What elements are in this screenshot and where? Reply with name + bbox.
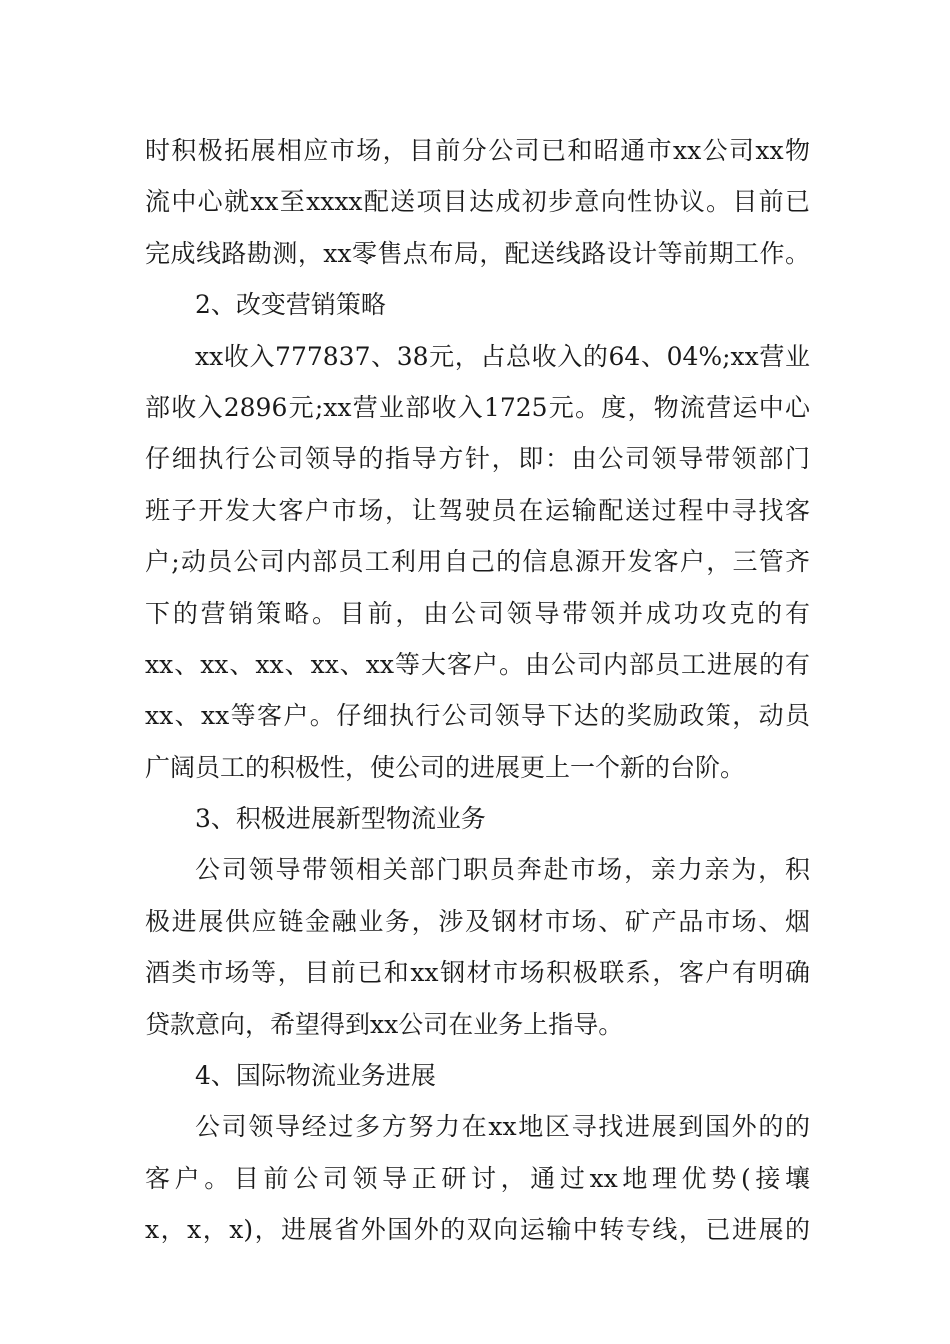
section-heading-4: 4、国际物流业务进展 bbox=[195, 1061, 436, 1091]
text-line-17: 酒类市场等，目前已和xx钢材市场积极联系，客户有明确 bbox=[145, 958, 810, 988]
text-line-13: 广阔员工的积极性，使公司的进展更上一个新的台阶。 bbox=[145, 752, 746, 782]
text-line-12: xx、xx等客户。仔细执行公司领导下达的奖励政策，动员 bbox=[145, 701, 810, 731]
text-line-11: xx、xx、xx、xx、xx等大客户。由公司内部员工进展的有 bbox=[145, 649, 810, 679]
text-line-16: 极进展供应链金融业务，涉及钢材市场、矿产品市场、烟 bbox=[145, 906, 810, 936]
text-line-8: 班子开发大客户市场，让驾驶员在运输配送过程中寻找客 bbox=[145, 495, 810, 525]
text-line-1: 时积极拓展相应市场，目前分公司已和昭通市xx公司xx物 bbox=[145, 136, 810, 165]
section-heading-3: 3、积极进展新型物流业务 bbox=[195, 804, 486, 834]
text-line-6: 部收入2896元;xx营业部收入1725元。度，物流营运中心 bbox=[145, 392, 810, 422]
text-line-2: 流中心就xx至xxxx配送项目达成初步意向性协议。目前已 bbox=[145, 187, 810, 217]
text-line-20: 公司领导经过多方努力在xx地区寻找进展到国外的的 bbox=[195, 1112, 810, 1142]
section-heading-2: 2、改变营销策略 bbox=[195, 290, 386, 320]
text-line-5: xx收入777837、38元，占总收入的64、04%;xx营业 bbox=[195, 341, 810, 371]
text-line-21: 客户。目前公司领导正研讨，通过xx地理优势(接壤 bbox=[145, 1163, 810, 1193]
text-line-10: 下的营销策略。目前，由公司领导带领并成功攻克的有 bbox=[145, 598, 810, 628]
text-line-22: x，x，x)，进展省外国外的双向运输中转专线，已进展的 bbox=[145, 1215, 810, 1245]
body-text bbox=[145, 125, 810, 1256]
text-line-7: 仔细执行公司领导的指导方针，即：由公司领导带领部门 bbox=[145, 444, 810, 474]
text-line-9: 户;动员公司内部员工利用自己的信息源开发客户，三管齐 bbox=[145, 547, 810, 577]
text-line-3: 完成线路勘测，xx零售点布局，配送线路设计等前期工作。 bbox=[145, 238, 810, 268]
text-line-15: 公司领导带领相关部门职员奔赴市场，亲力亲为，积 bbox=[195, 855, 810, 885]
text-line-18: 贷款意向，希望得到xx公司在业务上指导。 bbox=[145, 1009, 624, 1039]
